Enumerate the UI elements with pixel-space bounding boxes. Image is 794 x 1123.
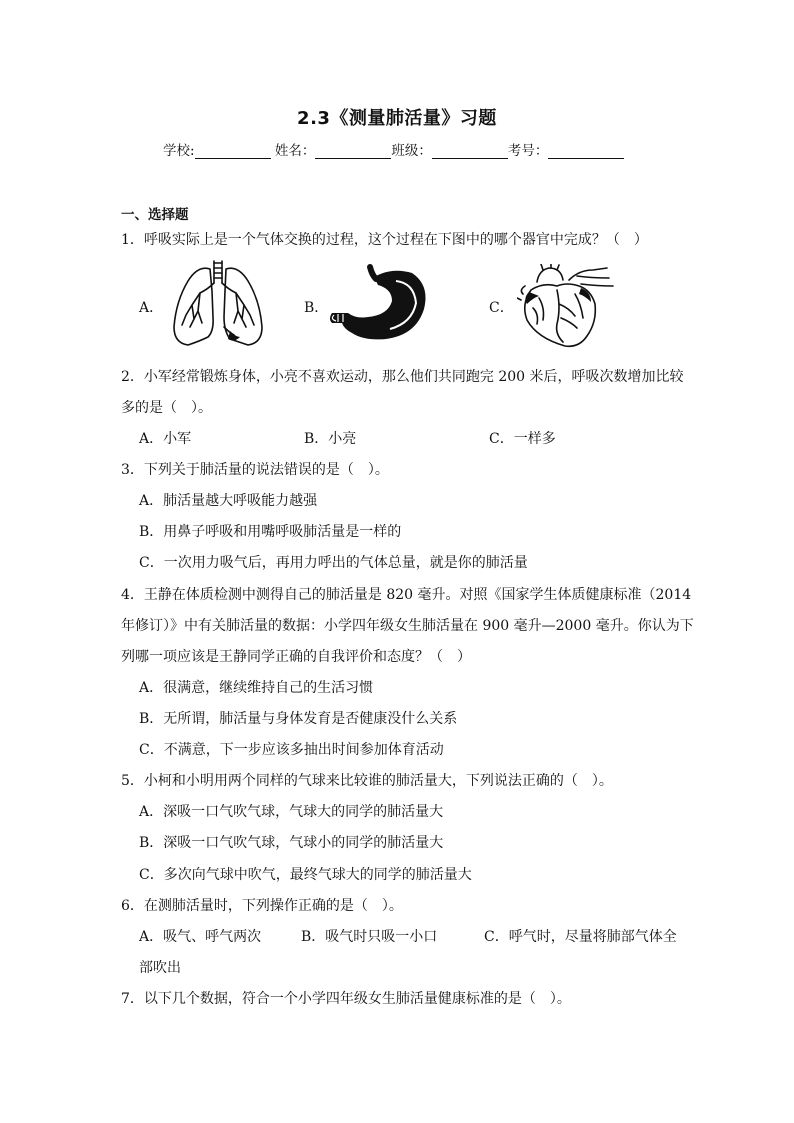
page-title: 2.3《测量肺活量》习题 — [297, 108, 497, 129]
exam-no-label: 考号： — [507, 143, 549, 159]
q4-option-c[interactable]: C．不满意，下一步应该多抽出时间参加体育活动 — [139, 742, 444, 758]
q3-option-b[interactable]: B．用鼻子呼吸和用嘴呼吸肺活量是一样的 — [139, 524, 402, 540]
q6-option-b[interactable]: B．吸气时只吸一小口 — [301, 929, 438, 945]
question-4-line-1: 4．王静在体质检测中测得自己的肺活量是 820 毫升。对照《国家学生体质健康标准（2014 — [121, 587, 692, 603]
q6-option-c-continued: 部吹出 — [139, 960, 181, 976]
question-7-text: 7．以下几个数据，符合一个小学四年级女生肺活量健康标准的是（ ）。 — [121, 991, 571, 1007]
q2-option-c[interactable]: C．一样多 — [489, 431, 556, 447]
class-blank[interactable] — [432, 144, 508, 159]
q4-option-a[interactable]: A．很满意，继续维持自己的生活习惯 — [139, 680, 374, 696]
name-label: 姓名： — [274, 143, 316, 159]
question-4-line-2: 年修订）》中有关肺活量的数据：小学四年级女生肺活量在 900 毫升—2000 毫升。你认为下 — [121, 618, 694, 634]
question-3-text: 3．下列关于肺活量的说法错误的是（ ）。 — [121, 462, 389, 478]
name-blank[interactable] — [315, 144, 391, 159]
class-label: 班级： — [391, 143, 432, 159]
exam-no-blank[interactable] — [548, 144, 624, 159]
q5-option-a[interactable]: A．深吸一口气吹气球，气球大的同学的肺活量大 — [139, 804, 444, 820]
question-5-text: 5．小柯和小明用两个同样的气球来比较谁的肺活量大，下列说法正确的（ ）。 — [121, 773, 613, 789]
q1-option-c-label: C． — [489, 300, 514, 316]
heart-icon — [517, 264, 617, 350]
q4-option-b[interactable]: B．无所谓，肺活量与身体发育是否健康没什么关系 — [139, 711, 458, 727]
question-2-line-2: 多的是（ ）。 — [121, 400, 212, 416]
q1-option-b-label: B． — [304, 300, 329, 316]
question-2-line-1: 2．小军经常锻炼身体，小亮不喜欢运动，那么他们共同跑完 200 米后，呼吸次数增加比较 — [121, 369, 684, 385]
stomach-icon — [326, 263, 432, 345]
lungs-icon — [168, 257, 268, 352]
q6-option-a[interactable]: A．吸气、呼气两次 — [139, 929, 262, 945]
school-blank[interactable] — [195, 144, 271, 159]
question-4-line-3: 列哪一项应该是王静同学正确的自我评价和态度？（ ） — [121, 649, 471, 665]
q2-option-b[interactable]: B．小亮 — [304, 431, 357, 447]
q5-option-c[interactable]: C．多次向气球中吹气，最终气球大的同学的肺活量大 — [139, 867, 472, 883]
q3-option-c[interactable]: C．一次用力吸气后，再用力呼出的气体总量，就是你的肺活量 — [139, 555, 528, 571]
q1-option-a-label: A． — [139, 300, 164, 316]
school-label: 学校: — [163, 143, 195, 159]
question-1-text: 1．呼吸实际上是一个气体交换的过程，这个过程在下图中的哪个器官中完成？（ ） — [121, 232, 648, 248]
student-info-line — [163, 139, 624, 159]
q3-option-a[interactable]: A．肺活量越大呼吸能力越强 — [139, 493, 318, 509]
question-6-text: 6．在测肺活量时，下列操作正确的是（ ）。 — [121, 898, 403, 914]
q6-option-c[interactable]: C．呼气时，尽量将肺部气体全 — [484, 929, 677, 945]
q2-option-a[interactable]: A．小军 — [139, 431, 192, 447]
section-title: 一、选择题 — [121, 207, 189, 223]
q5-option-b[interactable]: B．深吸一口气吹气球，气球小的同学的肺活量大 — [139, 835, 444, 851]
